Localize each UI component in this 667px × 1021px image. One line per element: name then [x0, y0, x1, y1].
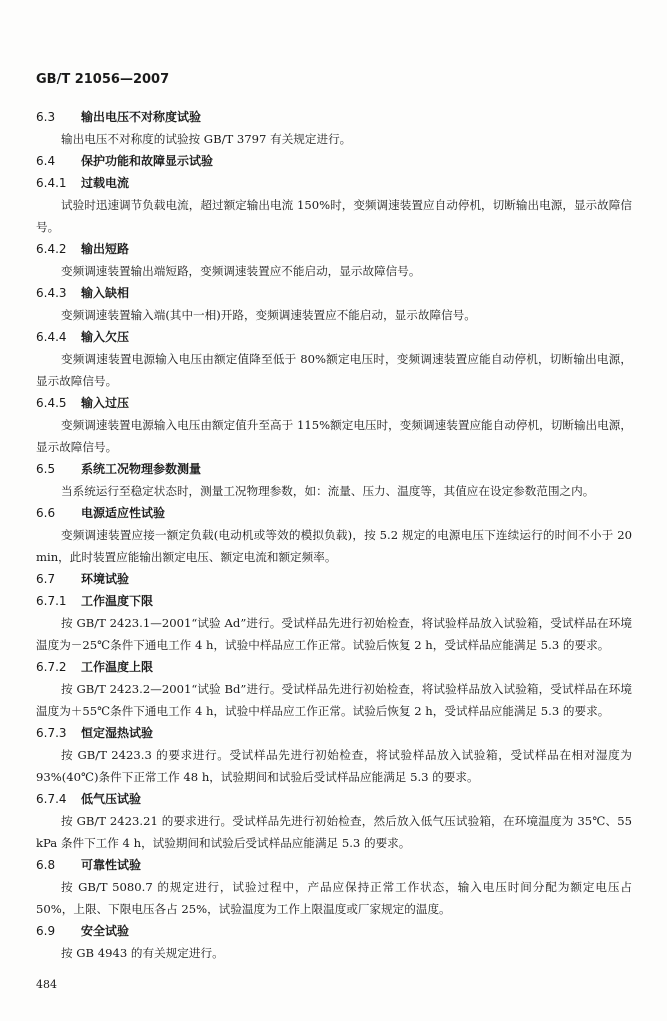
section-paragraph: 按 GB/T 2423.3 的要求进行。受试样品先进行初始检查，将试验样品放入试验箱，受试样品在相对湿度为 93%(40℃)条件下正常工作 48 h，试验期间和试验后受试样品应能满足 5.3 的要求。: [36, 748, 632, 784]
section-6-4-1: [36, 172, 632, 238]
section-number: 6.7.4: [36, 792, 67, 806]
section-heading: [36, 238, 632, 260]
section-title: 过载电流: [81, 176, 130, 190]
section-6-7-1: [36, 590, 632, 656]
section-6-3: [36, 106, 632, 150]
section-number: 6.4.3: [36, 286, 67, 300]
section-paragraph: 按 GB/T 2423.21 的要求进行。受试样品先进行初始检查，然后放入低气压试验箱，在环境温度为 35℃、55 kPa 条件下工作 4 h，试验期间和试验后受试样品应能满足 5.3 的要求。: [36, 814, 632, 850]
section-paragraph: 按 GB/T 5080.7 的规定进行，试验过程中，产品应保持正常工作状态，输入电压时间分配为额定电压占 50%，上限、下限电压各占 25%，试验温度为工作上限温度或厂家规定的温度。: [36, 880, 632, 916]
section-title: 电源适应性试验: [81, 506, 166, 520]
section-paragraph: 变频调速装置电源输入电压由额定值升至高于 115%额定电压时，变频调速装置应能自动停机，切断输出电源，显示故障信号。: [36, 418, 632, 454]
section-heading: [36, 172, 632, 194]
section-paragraph: 按 GB/T 2423.1—2001“试验 Ad”进行。受试样品先进行初始检查，将试验样品放入试验箱，受试样品在环境温度为－25℃条件下通电工作 4 h，试验中样品应工作正常。试验后恢复 2 h，受试样品应能满足 5.3 的要求。: [36, 616, 632, 652]
section-title: 安全试验: [81, 924, 130, 938]
section-heading: [36, 568, 632, 590]
standard-header: GB/T 21056—2007: [36, 72, 170, 87]
section-paragraph: 试验时迅速调节负载电流，超过额定输出电流 150%时，变频调速装置应自动停机，切断输出电源，显示故障信号。: [36, 198, 632, 234]
section-heading: [36, 656, 632, 678]
section-6-9: [36, 920, 632, 964]
section-heading: [36, 920, 632, 942]
section-heading: [36, 854, 632, 876]
section-heading: [36, 458, 632, 480]
section-heading: [36, 326, 632, 348]
section-heading: [36, 392, 632, 414]
section-heading: [36, 590, 632, 612]
section-title: 低气压试验: [81, 792, 142, 806]
page-content: [36, 106, 632, 964]
section-paragraph: 变频调速装置电源输入电压由额定值降至低于 80%额定电压时，变频调速装置应能自动停机，切断输出电源，显示故障信号。: [36, 352, 632, 388]
section-6-7-4: [36, 788, 632, 854]
section-number: 6.3: [36, 110, 56, 124]
section-heading: [36, 502, 632, 524]
section-title: 环境试验: [81, 572, 130, 586]
section-title: 系统工况物理参数测量: [81, 462, 202, 476]
section-title: 恒定湿热试验: [81, 726, 154, 740]
section-6-4-5: [36, 392, 632, 458]
section-6-4-3: [36, 282, 632, 326]
section-title: 可靠性试验: [81, 858, 142, 872]
section-6-6: [36, 502, 632, 568]
section-heading: [36, 106, 632, 128]
section-heading: [36, 150, 632, 172]
section-paragraph: 按 GB 4943 的有关规定进行。: [61, 946, 224, 960]
section-6-7-3: [36, 722, 632, 788]
section-title: 输入过压: [81, 396, 130, 410]
section-number: 6.5: [36, 462, 56, 476]
section-6-7-2: [36, 656, 632, 722]
section-number: 6.7.2: [36, 660, 67, 674]
section-number: 6.4.1: [36, 176, 67, 190]
section-heading: [36, 788, 632, 810]
section-6-4-2: [36, 238, 632, 282]
section-paragraph: 变频调速装置输入端(其中一相)开路，变频调速装置应不能启动，显示故障信号。: [61, 308, 476, 322]
section-title: 输入欠压: [81, 330, 130, 344]
section-number: 6.9: [36, 924, 56, 938]
section-number: 6.7.1: [36, 594, 67, 608]
section-number: 6.7.3: [36, 726, 67, 740]
section-heading: [36, 282, 632, 304]
section-paragraph: 输出电压不对称度的试验按 GB/T 3797 有关规定进行。: [61, 132, 352, 146]
section-6-4: [36, 150, 632, 172]
section-6-4-4: [36, 326, 632, 392]
section-paragraph: 按 GB/T 2423.2—2001“试验 Bd”进行。受试样品先进行初始检查，将试验样品放入试验箱，受试样品在环境温度为＋55℃条件下通电工作 4 h，试验中样品应工作正常。试验后恢复 2 h，受试样品应能满足 5.3 的要求。: [36, 682, 632, 718]
section-heading: [36, 722, 632, 744]
section-number: 6.4: [36, 154, 56, 168]
section-number: 6.6: [36, 506, 56, 520]
section-title: 输出电压不对称度试验: [81, 110, 202, 124]
section-title: 输入缺相: [81, 286, 130, 300]
section-6-5: [36, 458, 632, 502]
section-number: 6.4.5: [36, 396, 67, 410]
section-paragraph: 变频调速装置应接一额定负载(电动机或等效的模拟负载)，按 5.2 规定的电源电压下连续运行的时间不小于 20 min，此时装置应能输出额定电压、额定电流和额定频率。: [36, 528, 632, 564]
section-number: 6.4.4: [36, 330, 67, 344]
section-number: 6.4.2: [36, 242, 67, 256]
section-title: 保护功能和故障显示试验: [81, 154, 214, 168]
section-6-7: [36, 568, 632, 590]
section-title: 工作温度下限: [81, 594, 154, 608]
section-6-8: [36, 854, 632, 920]
section-paragraph: 当系统运行至稳定状态时，测量工况物理参数，如：流量、压力、温度等，其值应在设定参数范围之内。: [61, 484, 595, 498]
section-number: 6.8: [36, 858, 56, 872]
section-title: 工作温度上限: [81, 660, 154, 674]
section-number: 6.7: [36, 572, 56, 586]
section-title: 输出短路: [81, 242, 130, 256]
page-number: 484: [36, 978, 57, 991]
section-paragraph: 变频调速装置输出端短路，变频调速装置应不能启动，显示故障信号。: [61, 264, 421, 278]
